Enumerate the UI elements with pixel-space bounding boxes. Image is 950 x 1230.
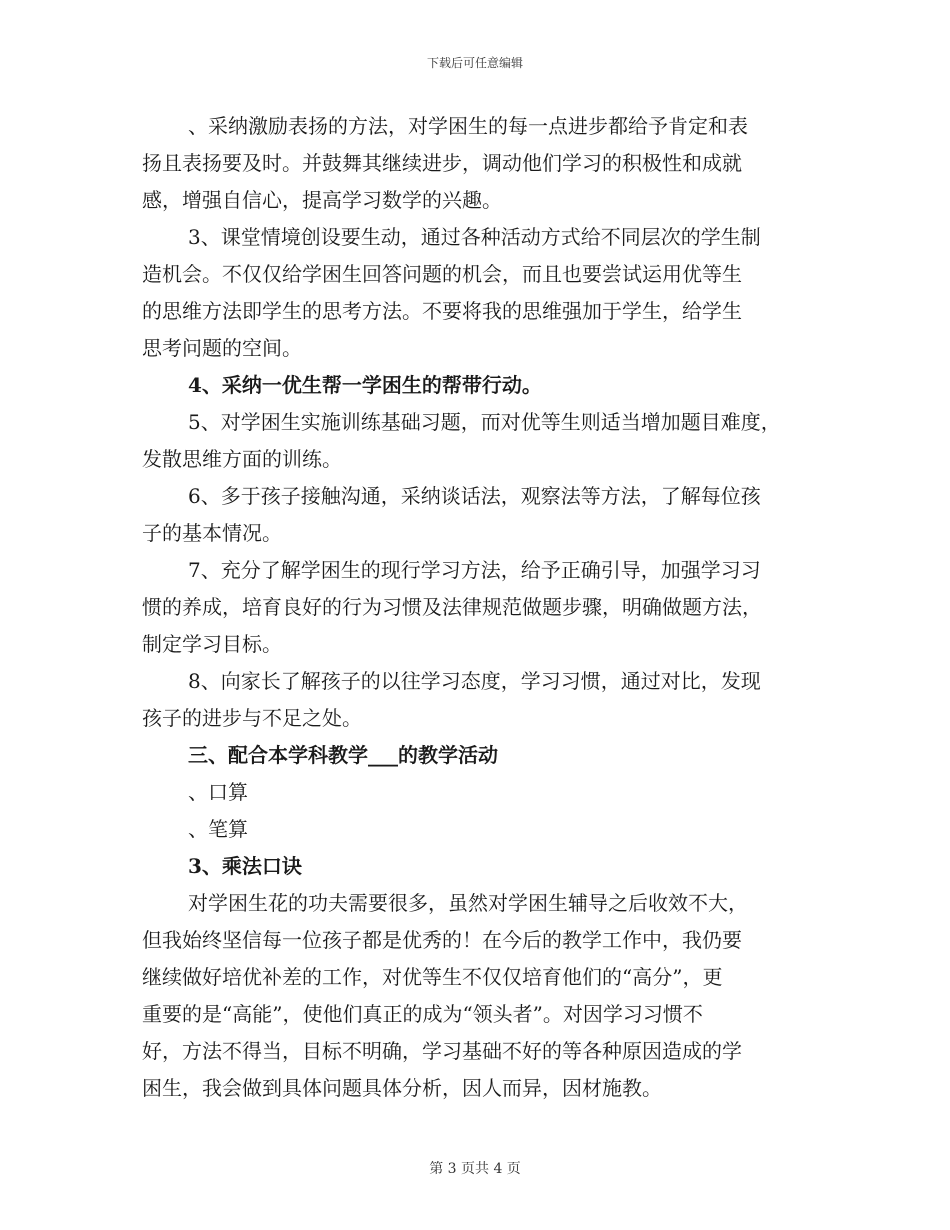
paragraph-line: 重要的是“高能”，使他们真正的成为“领头者”。对因学习习惯不: [142, 1002, 703, 1026]
paragraph-line: 8、向家长了解孩子的以往学习态度，学习习惯，通过对比，发现: [188, 669, 761, 693]
paragraph-line: 3、课堂情境创设要生动，通过各种活动方式给不同层次的学生制: [188, 225, 761, 249]
paragraph-line: 困生，我会做到具体问题具体分析，因人而异，因材施教。: [142, 1076, 662, 1100]
paragraph-line: 思考问题的空间。: [142, 336, 302, 360]
paragraph-line: 扬且表扬要及时。并鼓舞其继续进步，调动他们学习的积极性和成就: [142, 151, 742, 175]
paragraph-line: 对学困生花的功夫需要很多，虽然对学困生辅导之后收效不大，: [188, 891, 748, 915]
paragraph-line: 惯的养成，培育良好的行为习惯及法律规范做题步骤，明确做题方法，: [142, 595, 762, 619]
list-item: 、笔算: [188, 817, 248, 841]
paragraph-line: 孩子的进步与不足之处。: [142, 706, 362, 730]
paragraph-line: 7、充分了解学困生的现行学习方法，给予正确引导，加强学习习: [188, 558, 761, 582]
paragraph-line: 但我始终坚信每一位孩子都是优秀的！在今后的教学工作中，我仍要: [142, 928, 742, 952]
section-heading: 4、采纳一优生帮一学困生的帮带行动。: [188, 373, 542, 397]
paragraph-line: 感，增强自信心，提高学习数学的兴趣。: [142, 188, 502, 212]
paragraph-line: 子的基本情况。: [142, 521, 282, 545]
section-heading: 三、配合本学科教学___的教学活动: [188, 743, 498, 767]
paragraph-line: 5、对学困生实施训练基础习题，而对优等生则适当增加题目难度，: [188, 410, 781, 434]
document-body: [142, 108, 812, 1107]
paragraph-line: 制定学习目标。: [142, 632, 282, 656]
list-item: 、口算: [188, 780, 248, 804]
section-heading: 3、乘法口诀: [188, 854, 302, 878]
paragraph-line: 造机会。不仅仅给学困生回答问题的机会，而且也要尝试运用优等生: [142, 262, 742, 286]
page-footer: 第 3 页共 4 页: [429, 1161, 521, 1177]
paragraph-line: 的思维方法即学生的思考方法。不要将我的思维强加于学生，给学生: [142, 299, 742, 323]
paragraph-line: 继续做好培优补差的工作，对优等生不仅仅培育他们的“高分”，更: [142, 965, 723, 989]
paragraph-line: 发散思维方面的训练。: [142, 447, 342, 471]
paragraph-line: 、采纳激励表扬的方法，对学困生的每一点进步都给予肯定和表: [188, 114, 748, 138]
page-header: 下载后可任意编辑: [426, 56, 523, 70]
paragraph-line: 6、多于孩子接触沟通，采纳谈话法，观察法等方法，了解每位孩: [188, 484, 761, 508]
paragraph-line: 好，方法不得当，目标不明确，学习基础不好的等各种原因造成的学: [142, 1039, 742, 1063]
